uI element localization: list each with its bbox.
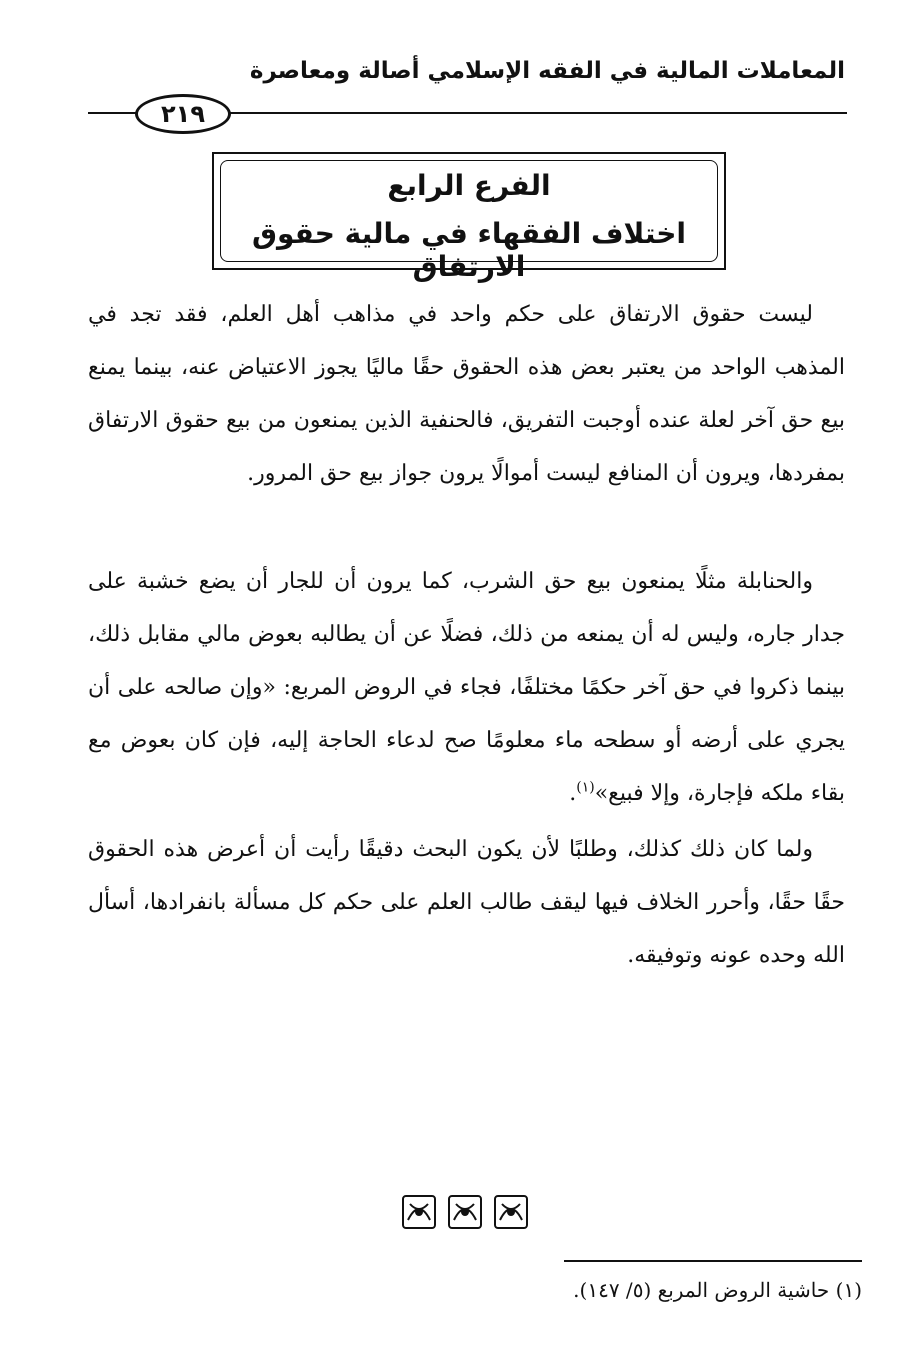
footnote-reference[interactable]: (١)	[576, 779, 595, 796]
footnote-1: (١) حاشية الروض المربع (٥/ ١٤٧).	[573, 1278, 862, 1302]
body-paragraph-1: ليست حقوق الارتفاق على حكم واحد في مذاهب أهل العلم، فقد تجد في المذهب الواحد من يعتبر بعض هذه الحقوق حقًا ماليًا يجوز الاعتياض عنه، بينما يمنع بيع حق آخر لعلة عنده أوجبت التفريق، فالحنفية الذين يمنعون من بيع حقوق الارتفاق بمفردها، ويرون أن المنافع ليست أموالًا يرون جواز بيع حق المرور.	[88, 302, 845, 486]
section-heading: الفرع الرابع	[387, 169, 551, 202]
footnote-separator	[564, 1260, 862, 1262]
body-paragraph-2	[88, 555, 845, 820]
paragraph-2-end: .	[569, 781, 577, 806]
paragraph-2-text: والحنابلة مثلًا يمنعون بيع حق الشرب، كما يرون أن للجار أن يضع خشبة على جدار جاره، وليس له أن يمنعه من ذلك، فضلًا عن أن يطالبه بعوض مالي مقابل ذلك، بينما ذكروا في حق آخر حكمًا مختلفًا، فجاء في الروض المربع: «وإن صالحه على أن يجري على أرضه أو سطحه ماء معلومًا صح لدعاء الحاجة إليه، فإن كان بعوض مع بقاء ملكه فإجارة، وإلا فبيع»	[88, 569, 846, 806]
section-title-frame	[220, 160, 718, 283]
running-header-title: المعاملات المالية في الفقه الإسلامي أصالة ومعاصرة	[249, 58, 845, 84]
section-subheading: اختلاف الفقهاء في مالية حقوق الارتفاق	[251, 217, 687, 283]
floral-ornament-icon	[400, 1190, 530, 1234]
page-number: ٢١٩	[135, 94, 231, 134]
body-paragraph-3: ولما كان ذلك كذلك، وطلبًا لأن يكون البحث دقيقًا رأيت أن أعرض هذه الحقوق حقًا حقًا، وأحرر الخلاف فيها ليقف طالب العلم على حكم كل مسألة بانفرادها، أسأل الله وحده عونه وتوفيقه.	[88, 837, 845, 968]
section-title-box	[212, 152, 726, 283]
